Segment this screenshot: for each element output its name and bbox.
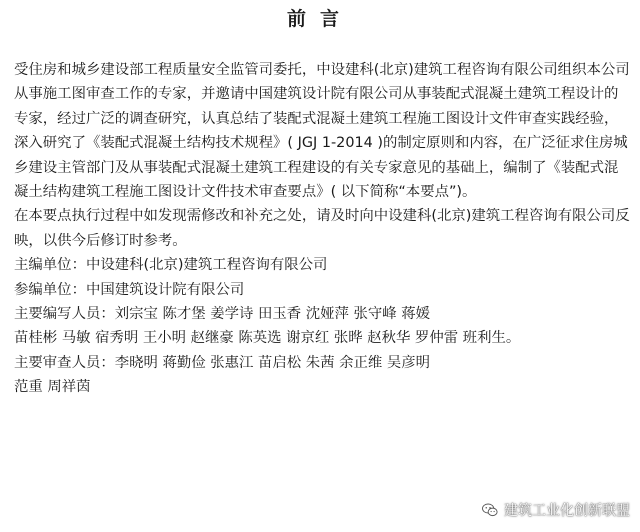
main-reviewers-continued: 范重 周祥茵 [14,379,91,396]
document-body [14,58,630,400]
main-writers: 主要编写人员：刘宗宝 陈才堡 姜学诗 田玉香 沈娅萍 张守峰 蒋媛 [14,306,430,323]
main-reviewers: 主要审查人员：李晓明 蒋勤俭 张惠江 苗启松 朱茜 余正维 吴彦明 [14,354,430,371]
paragraph-feedback: 在本要点执行过程中如发现需修改和补充之处，请及时向中设建科(北京)建筑工程咨询有限公司反映，以供今后修订时参考。 [14,208,630,249]
paragraph-intro: 受住房和城乡建设部工程质量安全监管司委托，中设建科(北京)建筑工程咨询有限公司组织本公司从事施工图审查工作的专家，并邀请中国建筑设计院有限公司从事装配式混凝土建筑工程设计的专家，经过广泛的调查研究，认真总结了装配式混凝土建筑工程施工图设计文件审查实践经验，深入研究了《装配式混凝土结构技术规程》( JGJ 1-2014 )的制定原则和内容，在广泛征求住房城乡建设主管部门及从事装配式混凝土建筑工程建设的有关专家意见的基础上，编制了《装配式混凝土结构建筑工程施工图设计文件技术审查要点》( 以下简称“本要点”)。 [14,62,630,201]
watermark-text: 建筑工业化创新联盟 [504,503,630,519]
page-title: 前言 [286,8,353,30]
participating-unit: 参编单位：中国建筑设计院有限公司 [14,281,245,298]
chief-editor-unit: 主编单位：中设建科(北京)建筑工程咨询有限公司 [14,257,328,274]
wechat-icon [481,501,499,519]
watermark [481,500,630,520]
main-writers-continued: 苗桂彬 马敏 宿秀明 王小明 赵继豪 陈英选 谢京红 张晔 赵秋华 罗仲雷 班利生。 [14,330,521,347]
